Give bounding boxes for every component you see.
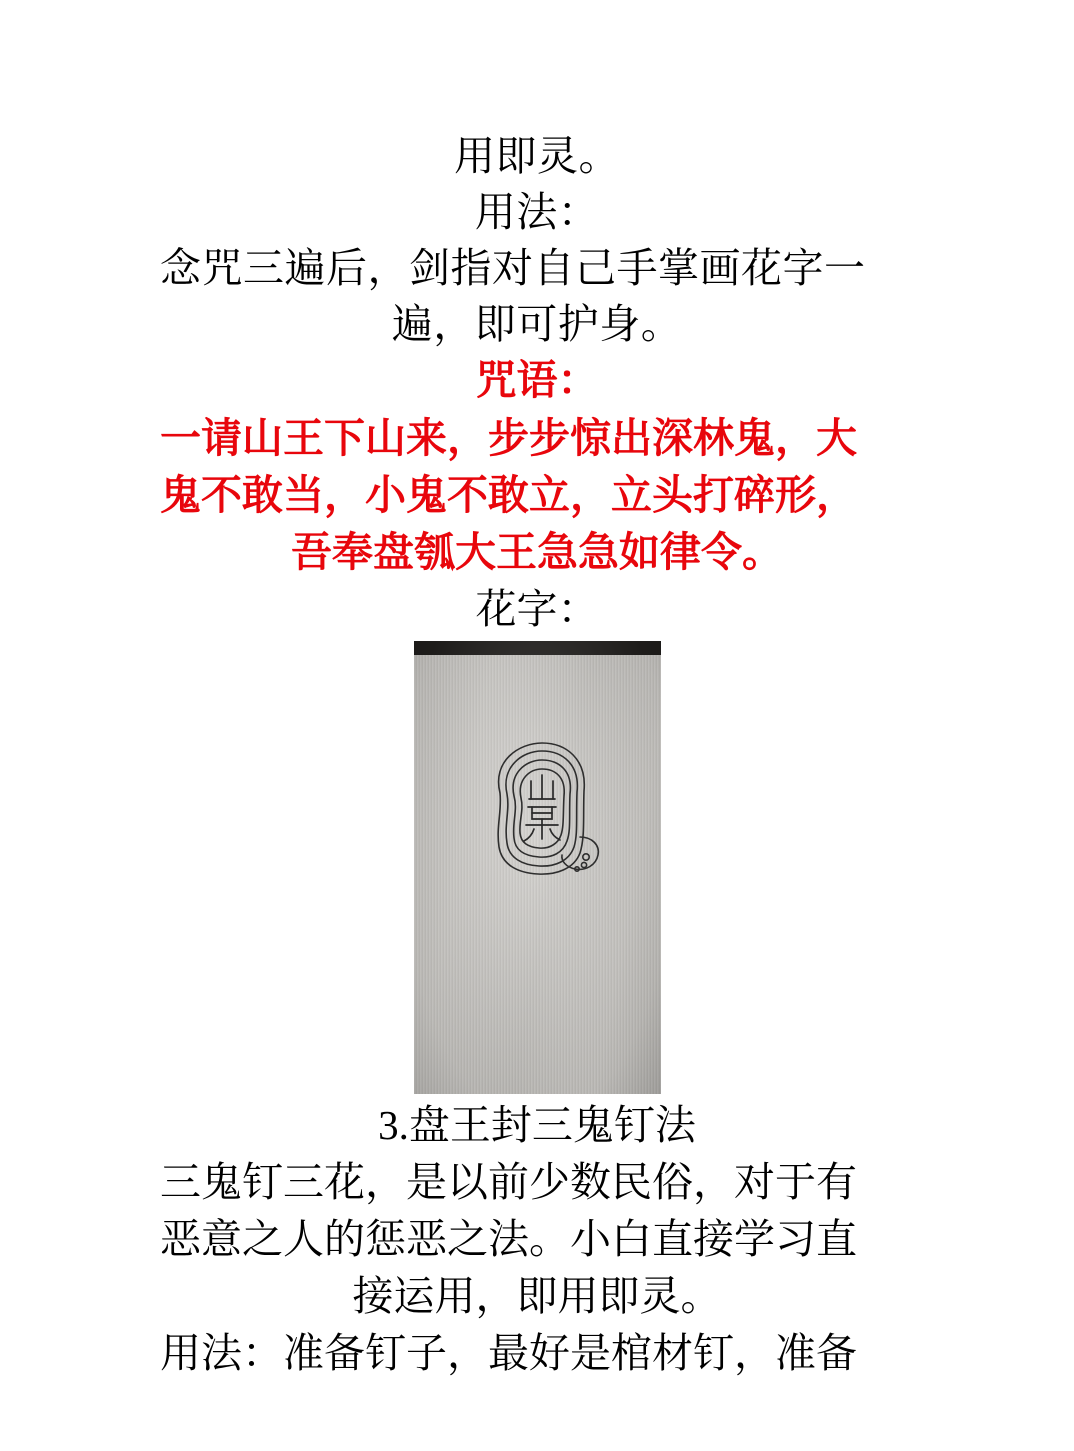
usage-label: 用法：: [474, 189, 600, 235]
section-3-paragraph-line-3: 接运用，即用即灵。: [352, 1273, 722, 1319]
intro-line-1: 用即灵。: [454, 133, 620, 179]
usage-text-line-2: 遍，即可护身。: [391, 301, 683, 347]
spell-line-2: 鬼不敢当，小鬼不敢立，立头打碎形，: [160, 472, 857, 518]
spell-line-3: 吾奉盘瓠大王急急如律令。: [291, 529, 783, 575]
sigil-photograph: [414, 641, 661, 1094]
spell-label: 咒语：: [475, 357, 599, 403]
sigil-photo-container: [160, 641, 914, 1094]
hand-drawn-sigil-icon: [414, 641, 661, 1094]
spell-block: [160, 410, 914, 581]
section-3-paragraph-line-1: 三鬼钉三花，是以前少数民俗，对于有: [160, 1159, 857, 1205]
spell-line-1: 一请山王下山来，步步惊出深林鬼，大: [160, 415, 857, 461]
sigil-label: 花字：: [475, 586, 599, 632]
section-3-usage-line: 用法：准备钉子，最好是棺材钉，准备: [160, 1330, 857, 1376]
top-spacer: [160, 0, 914, 128]
section-3-heading: 3.盘王封三鬼钉法: [378, 1102, 696, 1148]
usage-text-line-1: 念咒三遍后，剑指对自己手掌画花字一: [160, 245, 866, 291]
section-3-paragraph-line-2: 恶意之人的惩恶之法。小白直接学习直: [160, 1216, 857, 1262]
